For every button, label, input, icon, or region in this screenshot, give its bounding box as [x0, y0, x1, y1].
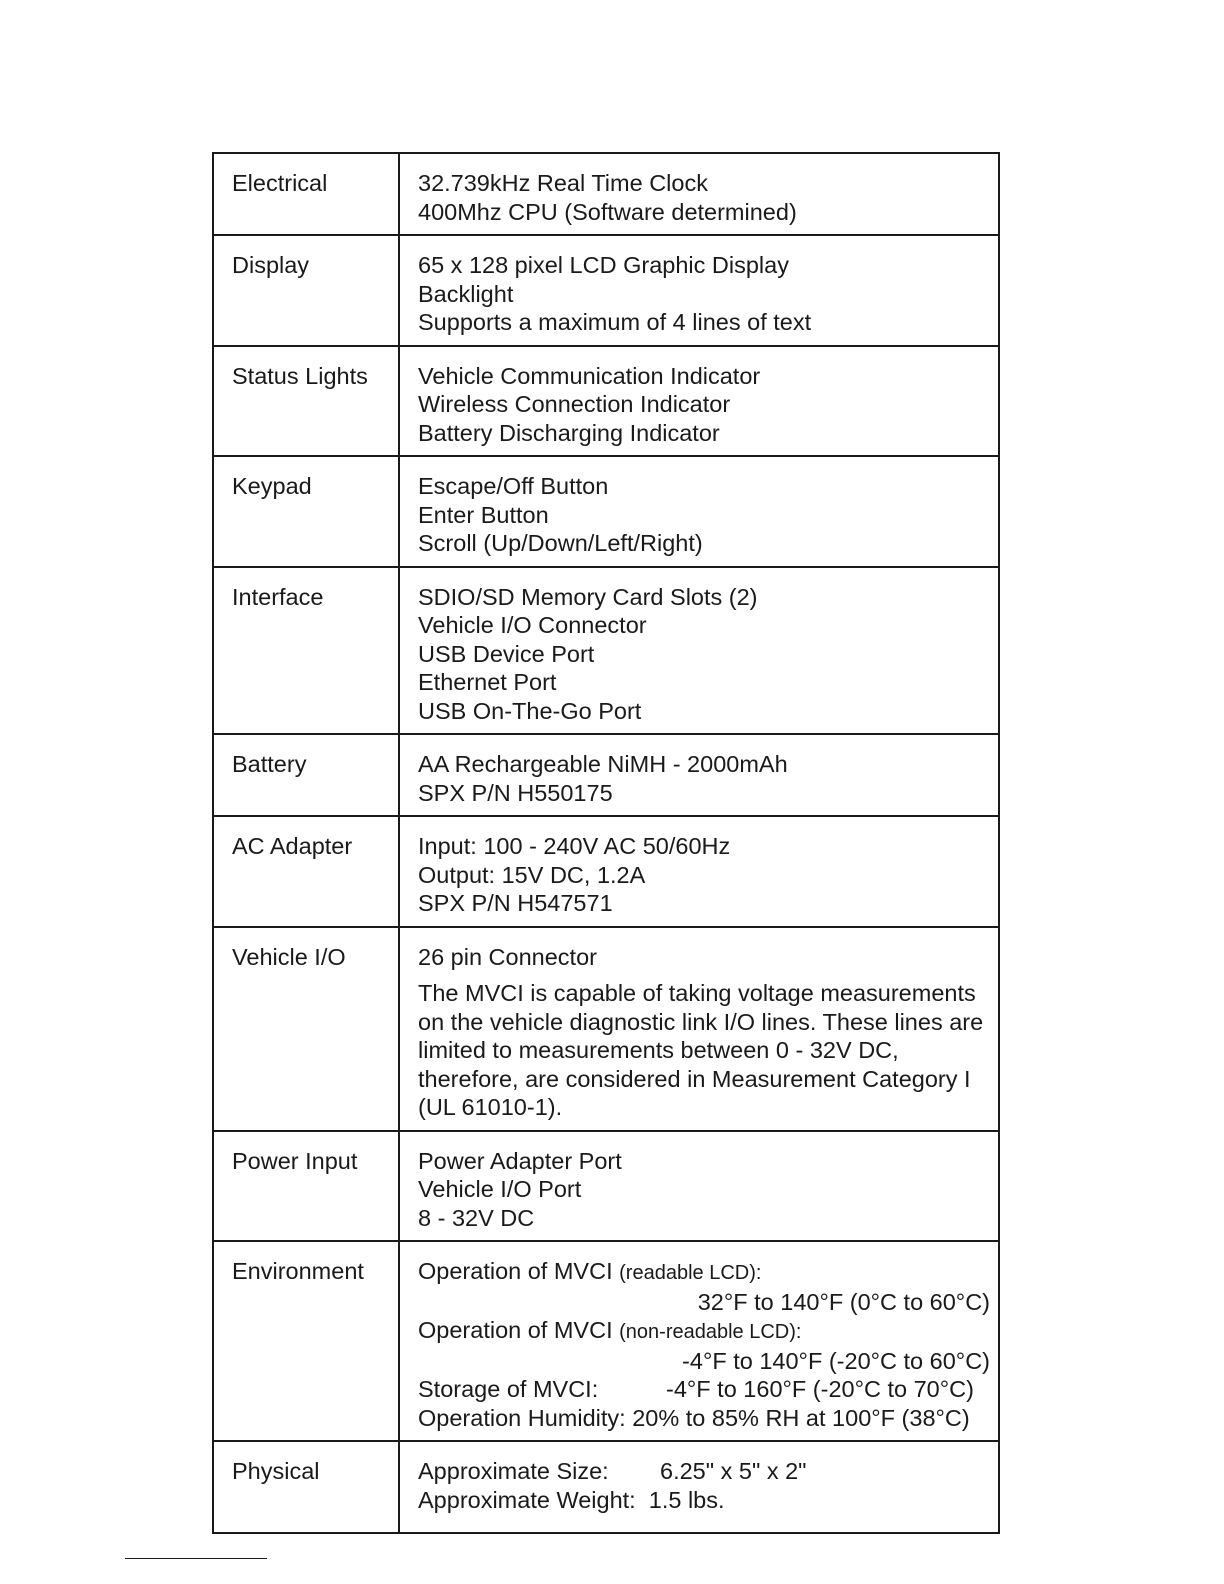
env-op-nonreadable [418, 1316, 990, 1347]
spec-row-power-input [213, 1131, 999, 1242]
physical-weight [418, 1486, 988, 1515]
spec-row-vehicle-io [213, 927, 999, 1131]
spec-line: SPX P/N H550175 [418, 779, 613, 806]
spec-label-ac-adapter: AC Adapter [213, 816, 399, 927]
env-op-nonreadable-note: (non-readable LCD): [619, 1321, 802, 1343]
spec-value-interface [399, 567, 999, 735]
spec-value-battery [399, 734, 999, 816]
spec-value-power-input [399, 1131, 999, 1242]
spec-value-keypad [399, 456, 999, 567]
physical-weight-value: 1.5 lbs. [648, 1486, 725, 1513]
spec-line: Output: 15V DC, 1.2A [418, 861, 646, 888]
spec-label-battery: Battery [213, 734, 399, 816]
spec-row-physical [213, 1441, 999, 1533]
env-op-readable-range: 32°F to 140°F (0°C to 60°C) [697, 1288, 990, 1315]
spec-label-power-input: Power Input [213, 1131, 399, 1242]
env-humidity [418, 1404, 990, 1433]
spec-line: USB On-The-Go Port [418, 697, 642, 724]
physical-size [418, 1457, 988, 1486]
spec-line: Supports a maximum of 4 lines of text [418, 309, 812, 335]
spec-line: AA Rechargeable NiMH - 2000mAh [418, 751, 788, 777]
spec-label-environment: Environment [213, 1241, 399, 1441]
spec-label-electrical: Electrical [213, 153, 399, 235]
physical-weight-label: Approximate Weight: [418, 1486, 636, 1513]
spec-line: Wireless Connection Indicator [418, 391, 731, 417]
physical-size-label: Approximate Size: [418, 1458, 609, 1484]
spec-row-status-lights [213, 346, 999, 457]
spec-value-display [399, 235, 999, 346]
spec-line: Scroll (Up/Down/Left/Right) [418, 530, 703, 556]
spec-label-keypad: Keypad [213, 456, 399, 567]
spec-line: 65 x 128 pixel LCD Graphic Display [418, 252, 789, 278]
env-op-nonreadable-label: Operation of MVCI [418, 1317, 613, 1343]
spec-line: Enter Button [418, 501, 549, 528]
env-op-readable [418, 1257, 990, 1288]
spec-row-environment [213, 1241, 999, 1441]
spec-label-vehicle-io: Vehicle I/O [213, 927, 399, 1131]
spec-label-interface: Interface [213, 567, 399, 735]
env-op-readable-label: Operation of MVCI [418, 1258, 613, 1284]
spec-line: 32.739kHz Real Time Clock [418, 170, 708, 196]
spec-line: Vehicle Communication Indicator [418, 362, 761, 389]
spec-label-physical: Physical [213, 1441, 399, 1533]
spec-value-status-lights [399, 346, 999, 457]
spec-row-display [213, 235, 999, 346]
vehicle-io-description: The MVCI is capable of taking voltage measurements on the vehicle diagnostic link I/O lines. These lines are limited to measurements between 0 - 32V DC, therefore, are considered in Measurement Category I (UL 61010-1). [418, 980, 984, 1120]
env-humidity-label: Operation Humidity: [418, 1404, 626, 1431]
spec-line: Input: 100 - 240V AC 50/60Hz [418, 833, 731, 859]
env-op-nonreadable-range: -4°F to 140°F (-20°C to 60°C) [682, 1347, 990, 1374]
spec-label-status-lights: Status Lights [213, 346, 399, 457]
vehicle-io-connector: 26 pin Connector [418, 943, 597, 970]
env-storage-range: -4°F to 160°F (-20°C to 70°C) [666, 1376, 974, 1402]
spec-value-ac-adapter [399, 816, 999, 927]
specifications-table [212, 152, 1000, 1534]
spec-line: Vehicle I/O Port [418, 1176, 582, 1202]
spec-row-interface [213, 567, 999, 735]
spec-value-physical [399, 1441, 999, 1533]
spec-value-environment [399, 1241, 999, 1441]
physical-size-value: 6.25" x 5" x 2" [660, 1458, 807, 1484]
spec-row-battery [213, 734, 999, 816]
spec-line: SDIO/SD Memory Card Slots (2) [418, 583, 758, 610]
env-storage [418, 1375, 990, 1404]
spec-row-ac-adapter [213, 816, 999, 927]
spec-line: Vehicle I/O Connector [418, 612, 647, 638]
spec-row-electrical [213, 153, 999, 235]
spec-line: 8 - 32V DC [418, 1204, 535, 1231]
spec-value-electrical [399, 153, 999, 235]
spec-label-display: Display [213, 235, 399, 346]
spec-line: Backlight [418, 280, 514, 307]
spec-row-keypad [213, 456, 999, 567]
spec-line: 400Mhz CPU (Software determined) [418, 198, 797, 225]
spec-line: SPX P/N H547571 [418, 890, 613, 916]
spec-line: Escape/Off Button [418, 473, 609, 499]
spec-line: Power Adapter Port [418, 1147, 622, 1174]
env-op-readable-note: (readable LCD): [619, 1262, 762, 1284]
spec-line: Ethernet Port [418, 669, 557, 695]
spec-line: Battery Discharging Indicator [418, 419, 720, 446]
spec-value-vehicle-io [399, 927, 999, 1131]
footnote-separator-line [125, 1558, 267, 1559]
spec-line: USB Device Port [418, 640, 595, 667]
env-humidity-range: 20% to 85% RH at 100°F (38°C) [632, 1404, 970, 1431]
env-storage-label: Storage of MVCI: [418, 1376, 599, 1402]
